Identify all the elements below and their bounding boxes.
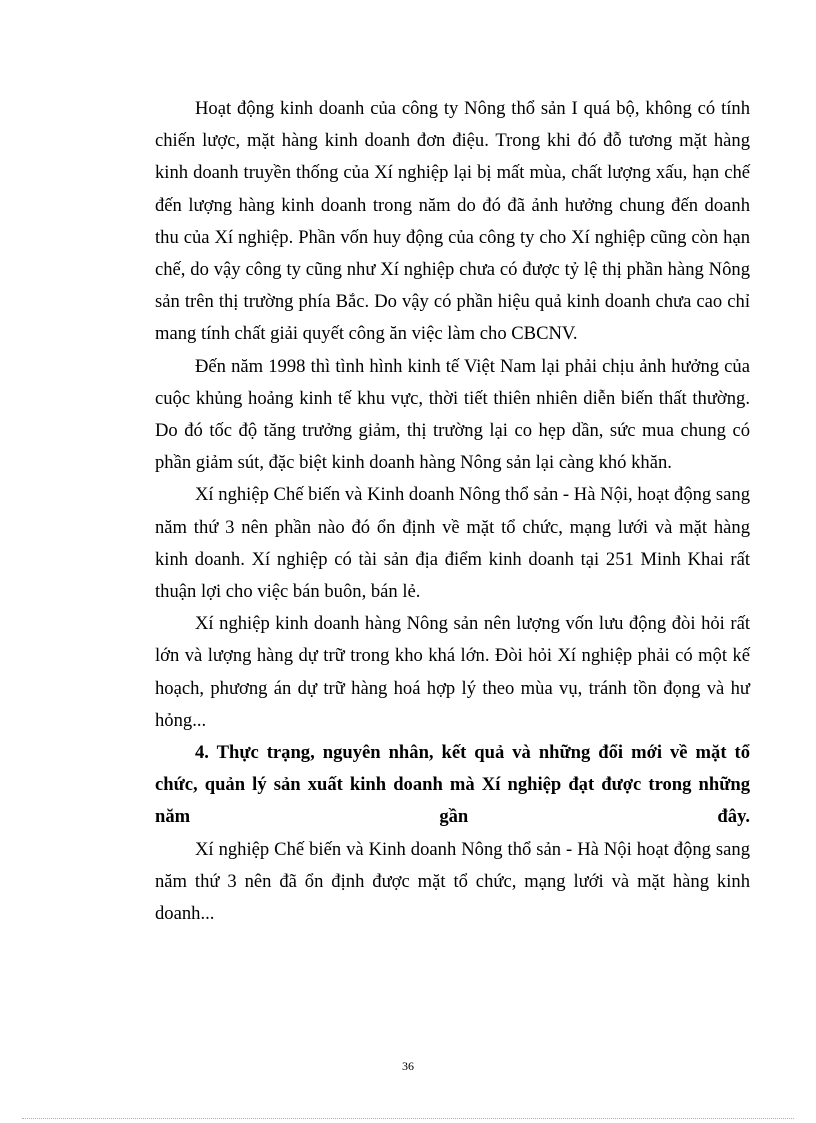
page-number: 36 bbox=[402, 1059, 414, 1073]
paragraph-enterprise-third-year: Xí nghiệp Chế biến và Kinh doanh Nông thổ sản - Hà Nội, hoạt động sang năm thứ 3 nên phần nào đó ổn định về mặt tổ chức, mạng lưới và mặt hàng kinh doanh. Xí nghiệp có tài sản địa điểm kinh doanh tại 251 Minh Khai rất thuận lợi cho việc bán buôn, bán lẻ. bbox=[155, 484, 750, 603]
paragraph-economic-situation-1998: Đến năm 1998 thì tình hình kinh tế Việt Nam lại phải chịu ảnh hưởng của cuộc khủng hoảng kinh tế khu vực, thời tiết thiên nhiên diễn biến thất thường. Do đó tốc độ tăng trưởng giảm, thị trường lại co hẹp dần, sức mua chung có phần giảm sút, đặc biệt kinh doanh hàng Nông sản lại càng khó khăn. bbox=[155, 355, 750, 474]
paragraph-working-capital: Xí nghiệp kinh doanh hàng Nông sản nên lượng vốn lưu động đòi hỏi rất lớn và lượng hàng dự trữ trong kho khá lớn. Đòi hỏi Xí nghiệp phải có một kế hoạch, phương án dự trữ hàng hoá hợp lý theo mùa vụ, tránh tồn đọng và hư hỏng... bbox=[155, 613, 750, 731]
section-heading: 4. Thực trạng, nguyên nhân, kết quả và những đổi mới về mặt tổ chức, quản lý sản xuất kinh doanh mà Xí nghiệp đạt được trong những năm gần đây. bbox=[155, 742, 750, 828]
paragraph-closing: Xí nghiệp Chế biến và Kinh doanh Nông thổ sản - Hà Nội hoạt động sang năm thứ 3 nên đã ổn định được mặt tổ chức, mạng lưới và mặt hàng kinh doanh... bbox=[155, 838, 750, 925]
paragraph-business-activity: Hoạt động kinh doanh của công ty Nông thổ sản I quá bộ, không có tính chiến lược, mặt hàng kinh doanh đơn điệu. Trong khi đó đỗ tương mặt hàng kinh doanh truyền thống của Xí nghiệp lại bị mất mùa, chất lượng xấu, hạn chế đến lượng hàng kinh doanh trong năm do đó đã ảnh hưởng chung đến doanh thu của Xí nghiệp. Phần vốn huy động của công ty cho Xí nghiệp cũng còn hạn chế, do vậy công ty cũng như Xí nghiệp chưa có được tỷ lệ thị phần hàng Nông sản trên thị trường phía Bắc. Do vậy có phần hiệu quả kinh doanh chưa cao chỉ mang tính chất giải quyết công ăn việc làm cho CBCNV. bbox=[155, 98, 750, 345]
footer-divider bbox=[22, 1118, 794, 1119]
body-text bbox=[155, 93, 750, 930]
